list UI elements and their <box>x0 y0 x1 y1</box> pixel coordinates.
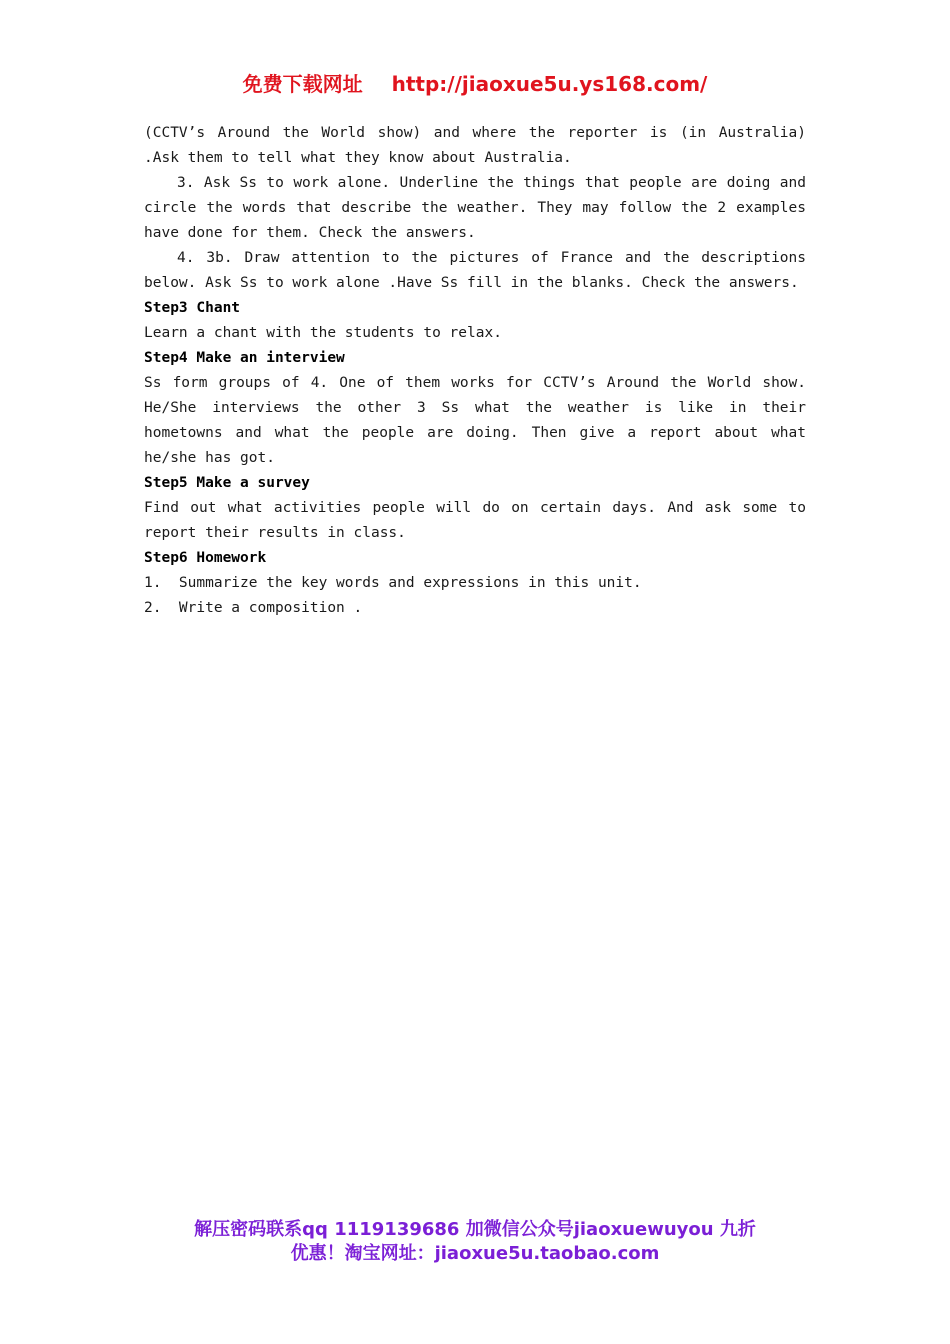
footer-line-1: 解压密码联系qq 1119139686 加微信公众号jiaoxuewuyou 九折 <box>194 1219 756 1240</box>
step3-text: Learn a chant with the students to relax. <box>144 325 502 341</box>
paragraph-intro: (CCTV’s Around the World show) and where the reporter is (in Australia) .Ask them to tell what they know about Australia. <box>144 125 806 166</box>
step3-heading: Step3 Chant <box>144 300 241 316</box>
header-label: 免费下载网址 <box>242 72 363 96</box>
step4-text: Ss form groups of 4. One of them works for CCTV’s Around the World show. He/She interviews the other 3 Ss what the weather is like in their hometowns and what the people are doing. Then give a report about what he/she has got. <box>144 375 806 466</box>
paragraph-step-4: 4. 3b. Draw attention to the pictures of France and the descriptions below. Ask Ss to work alone .Have Ss fill in the blanks. Check the answers. <box>144 250 806 291</box>
step5-text: Find out what activities people will do on certain days. And ask some to report their results in class. <box>144 500 806 541</box>
page-footer <box>0 1218 950 1266</box>
step5-heading: Step5 Make a survey <box>144 475 310 491</box>
document-body <box>144 121 806 621</box>
footer-line-2: 优惠！淘宝网址：jiaoxue5u.taobao.com <box>290 1243 660 1264</box>
homework-item-2: 2. Write a composition . <box>144 600 363 616</box>
homework-item-1: 1. Summarize the key words and expressions in this unit. <box>144 575 642 591</box>
page-header <box>0 68 950 97</box>
step6-heading: Step6 Homework <box>144 550 267 566</box>
header-url-link[interactable]: http://jiaoxue5u.ys168.com/ <box>391 72 708 96</box>
paragraph-step-3: 3. Ask Ss to work alone. Underline the things that people are doing and circle the words that describe the weather. They may follow the 2 examples have done for them. Check the answers. <box>144 175 806 241</box>
step4-heading: Step4 Make an interview <box>144 350 345 366</box>
